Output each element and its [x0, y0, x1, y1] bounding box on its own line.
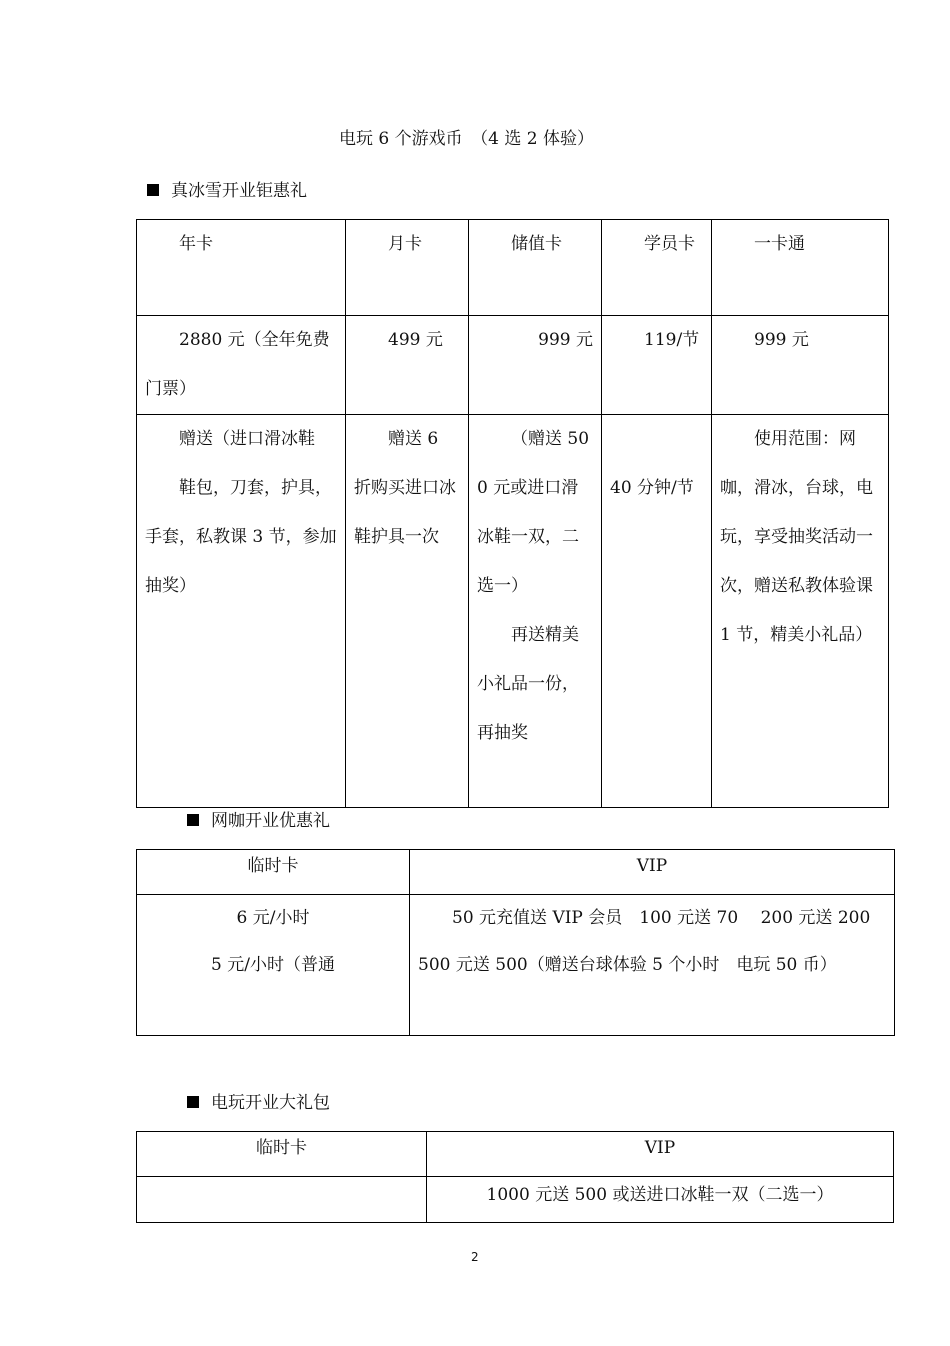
header-stored-value-card: 储值卡 — [469, 220, 602, 316]
gift-annual — [137, 415, 346, 808]
section-heading-ice — [147, 176, 307, 201]
section-heading-text: 真冰雪开业钜惠礼 — [171, 181, 307, 201]
netcafe-temp-rates — [137, 895, 410, 1036]
table-row — [137, 850, 895, 895]
header-annual-card: 年卡 — [137, 220, 346, 316]
gift-line: 40 分钟/节 — [610, 478, 694, 498]
gift-student — [602, 415, 712, 808]
ice-card-table — [136, 219, 889, 808]
table-row — [137, 316, 889, 415]
arcade-vip-offer: 1000 元送 500 或送进口冰鞋一双（二选一） — [427, 1177, 894, 1223]
gift-line: （赠送 500 元或进口滑冰鞋一双，二选一） — [477, 429, 590, 596]
gift-line: 再送精美小礼品一份，再抽奖 — [477, 625, 579, 743]
header-student-card: 学员卡 — [602, 220, 712, 316]
price-annual: 2880 元（全年免费门票） — [137, 316, 346, 415]
table-row — [137, 895, 895, 1036]
header-all-in-one-card: 一卡通 — [712, 220, 889, 316]
arcade-temp-value — [137, 1177, 427, 1223]
gift-line: 赠送 6 折购买进口冰鞋护具一次 — [354, 429, 456, 547]
netcafe-table — [136, 849, 895, 1036]
header-vip: VIP — [427, 1132, 894, 1177]
price-all-in-one: 999 元 — [712, 316, 889, 415]
section-heading-text: 网咖开业优惠礼 — [211, 811, 330, 831]
section-heading-netcafe — [187, 806, 330, 831]
square-bullet-icon — [187, 1096, 199, 1108]
gift-line: 赠送（进口滑冰鞋 — [179, 429, 315, 449]
square-bullet-icon — [187, 814, 199, 826]
header-temp-card: 临时卡 — [137, 850, 410, 895]
table-row — [137, 1177, 894, 1223]
header-monthly-card: 月卡 — [346, 220, 469, 316]
section-heading-text: 电玩开业大礼包 — [211, 1093, 330, 1113]
square-bullet-icon — [147, 184, 159, 196]
section-heading-arcade — [187, 1088, 330, 1113]
arcade-table — [136, 1131, 894, 1223]
header-vip: VIP — [410, 850, 895, 895]
gift-all-in-one — [712, 415, 889, 808]
intro-line: 电玩 6 个游戏币 （4 选 2 体验） — [339, 129, 594, 149]
table-row — [137, 220, 889, 316]
rate-line: 5 元/小时（普通 — [211, 955, 335, 975]
rate-line: 6 元/小时 — [236, 908, 310, 928]
gift-monthly — [346, 415, 469, 808]
price-student: 119/节 — [602, 316, 712, 415]
netcafe-vip-offers: 50 元充值送 VIP 会员 100 元送 70 200 元送 200 500 元送 500（赠送台球体验 5 个小时 电玩 50 币） — [410, 895, 895, 1036]
table-row — [137, 1132, 894, 1177]
gift-stored-value — [469, 415, 602, 808]
header-temp-card: 临时卡 — [137, 1132, 427, 1177]
price-stored-value: 999 元 — [469, 316, 602, 415]
gift-line: 使用范围：网咖，滑冰，台球，电玩，享受抽奖活动一次，赠送私教体验课 1 节，精美小礼品） — [720, 429, 873, 645]
table-row — [137, 415, 889, 808]
gift-line: 鞋包，刀套，护具，手套，私教课 3 节，参加抽奖） — [145, 478, 337, 596]
page-number: 2 — [471, 1250, 479, 1264]
price-monthly: 499 元 — [346, 316, 469, 415]
